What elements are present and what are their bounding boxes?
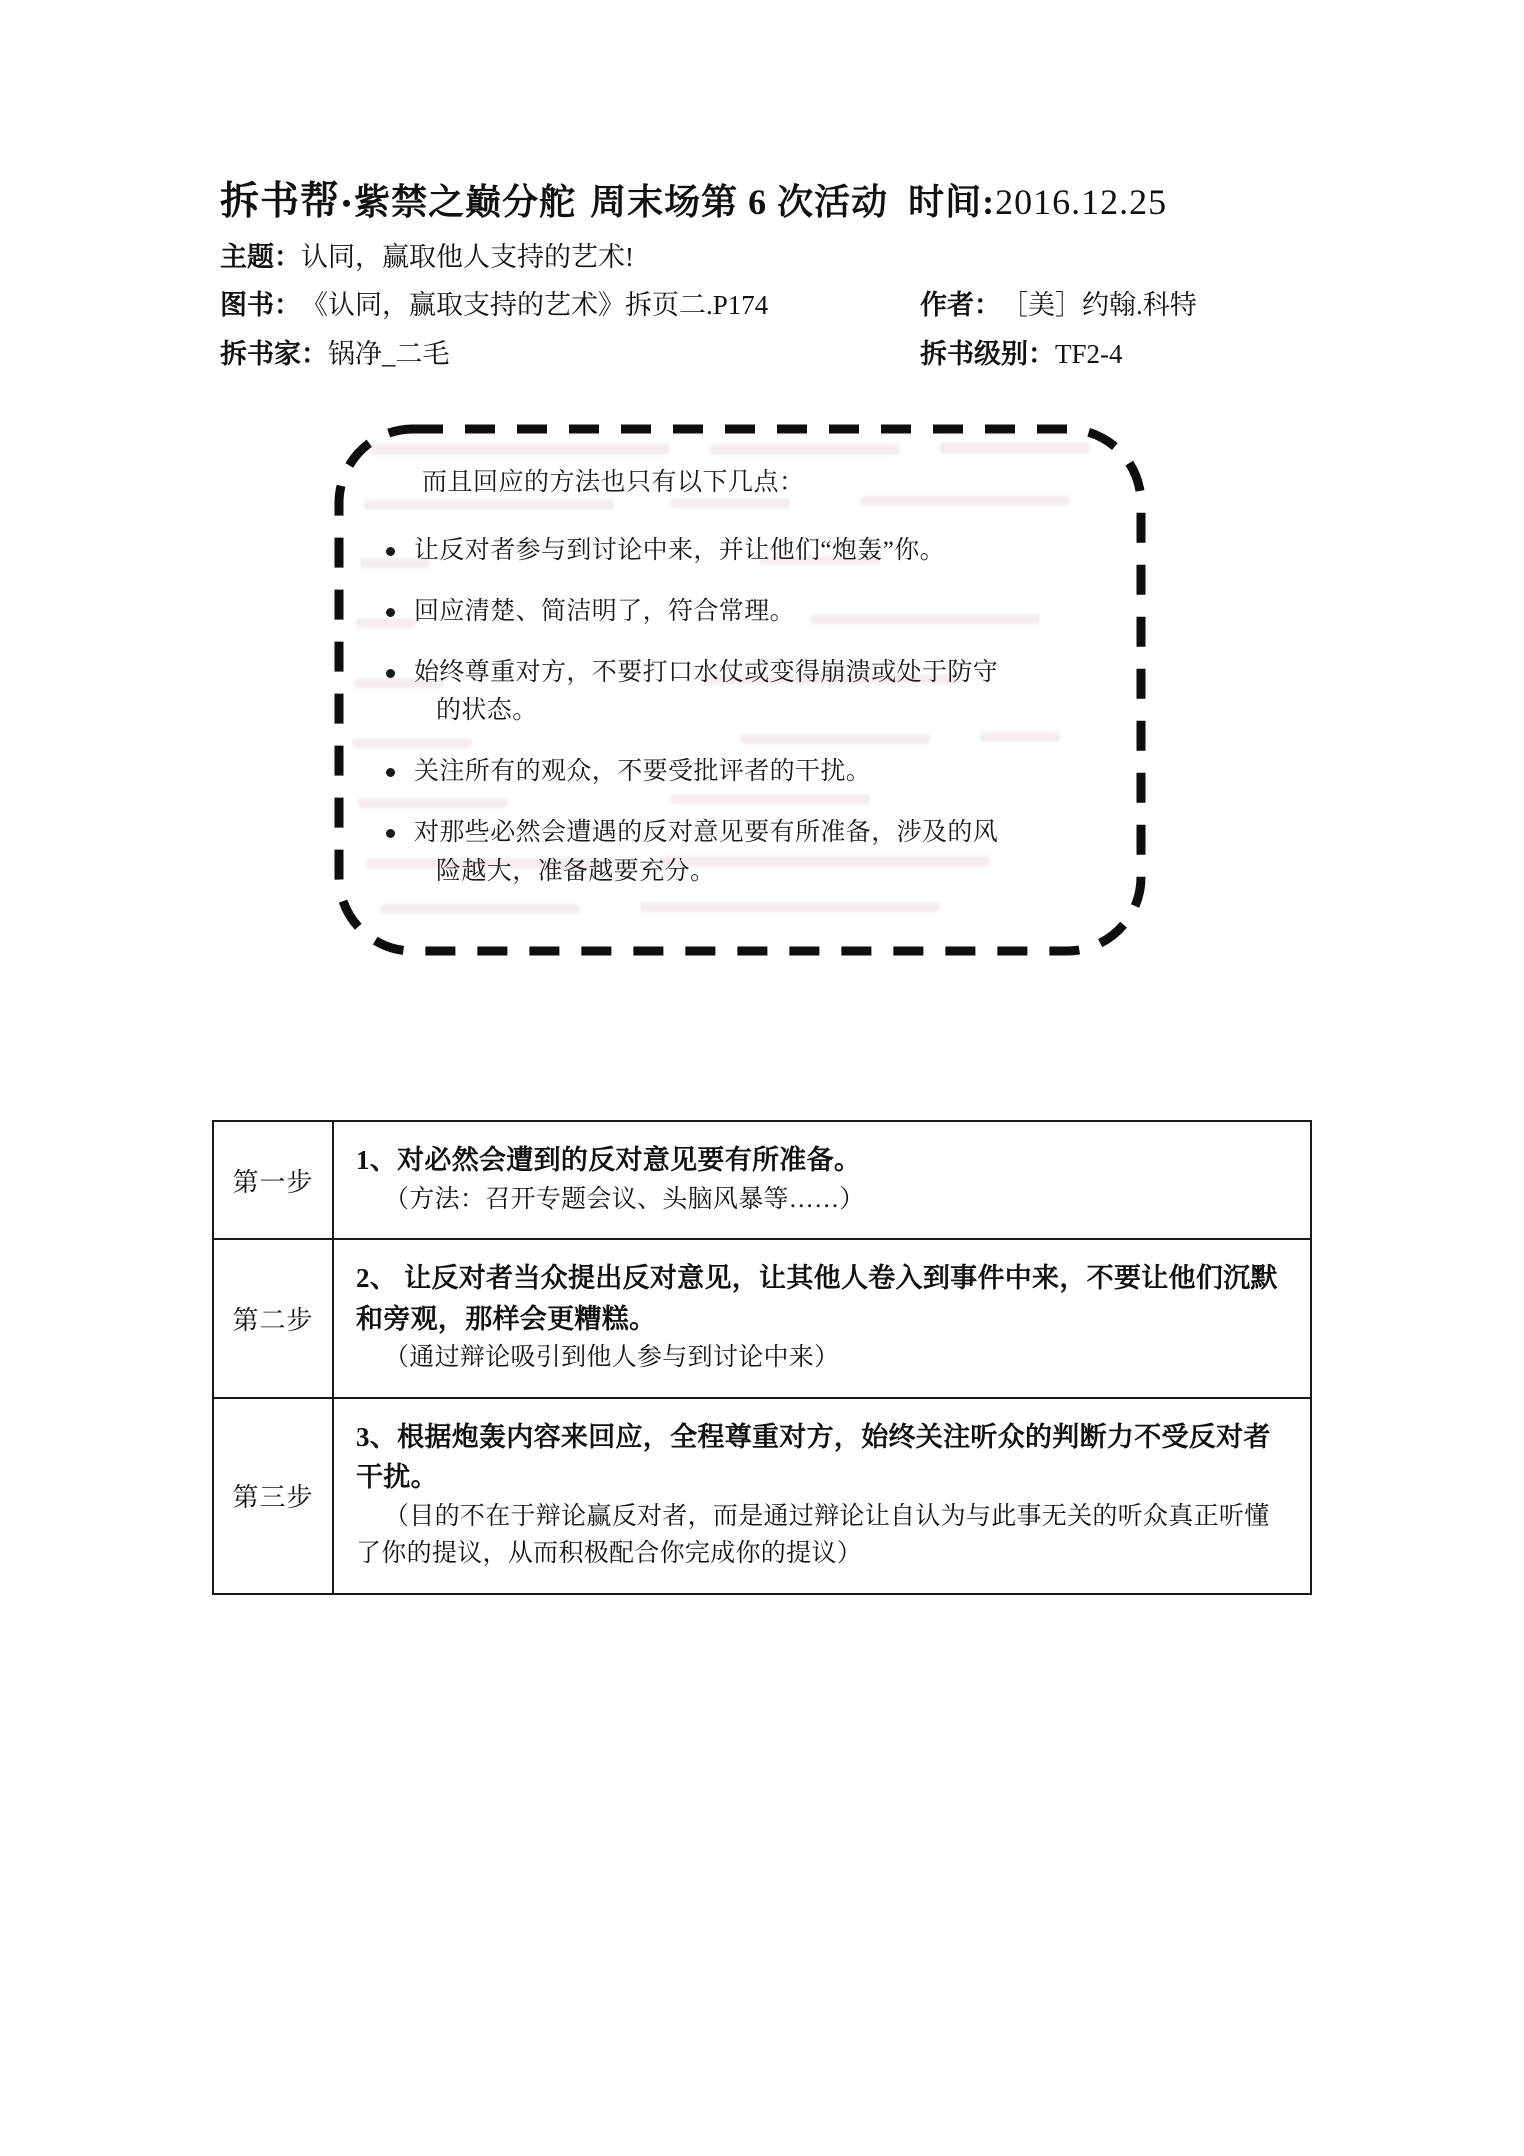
header-row-presenter-left <box>220 336 920 372</box>
bullet-dot-icon <box>386 669 395 678</box>
list-item <box>378 753 1120 792</box>
document-header <box>220 178 1360 372</box>
header-row-presenter <box>220 336 1360 372</box>
author-label: 作者： <box>920 290 1001 321</box>
bullet-line-1: 始终尊重对方，不要打口水仗或变得崩溃或处于防守 <box>414 658 999 686</box>
table-row <box>213 1398 1311 1594</box>
title-date-value: 2016.12.25 <box>995 182 1168 222</box>
bullet-line-2: 的状态。 <box>436 697 538 725</box>
bullet-line-2: 险越大，准备越要充分。 <box>436 857 716 885</box>
book-label: 图书： <box>220 290 301 321</box>
step-name-cell-2: 第二步 <box>213 1239 333 1398</box>
title-branch: 紫禁之巅分舵 <box>354 182 577 222</box>
header-row-book-right <box>920 287 1197 323</box>
bullet-dot-icon <box>386 829 395 838</box>
step-main-text: 2、 让反对者当众提出反对意见，让其他人卷入到事件中来，不要让他们沉默和旁观，那样会更糟糕。 <box>356 1263 1278 1334</box>
list-item <box>378 593 1120 632</box>
bullet-line-1: 回应清楚、简洁明了，符合常理。 <box>414 597 796 625</box>
title-session: 周末场第 6 次活动 <box>590 182 889 222</box>
presenter-label: 拆书家： <box>220 338 328 369</box>
topic-value: 认同，赢取他人支持的艺术! <box>301 241 634 272</box>
excerpt-bullet-list <box>378 532 1120 891</box>
bullet-line-1: 关注所有的观众，不要受批评者的干扰。 <box>414 758 872 785</box>
step-main-text: 1、对必然会遭到的反对意见要有所准备。 <box>356 1145 862 1175</box>
step-name-cell-3: 第三步 <box>213 1398 333 1594</box>
author-value: ［美］约翰.科特 <box>1001 290 1197 321</box>
bullet-line-1: 对那些必然会遭遇的反对意见要有所准备，涉及的风 <box>414 818 999 846</box>
level-value: TF2-4 <box>1055 338 1123 369</box>
table-row <box>213 1239 1311 1398</box>
table-row <box>213 1121 1311 1239</box>
excerpt-lead: 而且回应的方法也只有以下几点： <box>422 469 805 496</box>
step-note-text: （通过辩论吸引到他人参与到讨论中来） <box>384 1344 840 1371</box>
step-main-text: 3、根据炮轰内容来回应，全程尊重对方，始终关注听众的判断力不受反对者干扰。 <box>356 1421 1271 1492</box>
book-excerpt-text <box>378 454 1120 926</box>
title-org: 拆书帮 <box>220 180 341 223</box>
step-body-cell-3 <box>333 1398 1311 1594</box>
step-body-cell-2 <box>333 1239 1311 1398</box>
step-note-text: （目的不在于辩论赢反对者，而是通过辩论让自认为与此事无关的听众真正听懂了你的提议，从而积极配合你完成你的提议） <box>356 1502 1270 1567</box>
header-row-book-left <box>220 287 920 323</box>
header-row-presenter-right <box>920 336 1123 372</box>
header-row-topic <box>220 239 1360 275</box>
bullet-dot-icon <box>386 608 395 617</box>
list-item <box>378 532 1120 571</box>
header-row-topic-left <box>220 239 920 275</box>
step-name-cell-1: 第一步 <box>213 1121 333 1239</box>
bullet-dot-icon <box>386 768 395 777</box>
bullet-dot-icon <box>386 547 395 556</box>
bullet-line-1: 让反对者参与到讨论中来，并让他们“炮轰”你。 <box>414 537 945 564</box>
steps-table <box>212 1120 1312 1595</box>
page-title <box>220 178 1360 227</box>
level-label: 拆书级别： <box>920 338 1055 369</box>
book-value: 《认同，赢取支持的艺术》拆页二.P174 <box>301 290 769 321</box>
topic-label: 主题： <box>220 241 301 272</box>
title-separator-dot: • <box>342 189 353 218</box>
presenter-value: 锅净_二毛 <box>328 338 450 369</box>
header-row-book <box>220 287 1360 323</box>
list-item <box>378 654 1120 732</box>
title-date-label: 时间: <box>908 182 996 222</box>
step-body-cell-1 <box>333 1121 1311 1239</box>
book-excerpt-callout <box>330 420 1150 960</box>
list-item <box>378 814 1120 892</box>
step-note-text: （方法：召开专题会议、头脑风暴等……） <box>384 1185 865 1213</box>
